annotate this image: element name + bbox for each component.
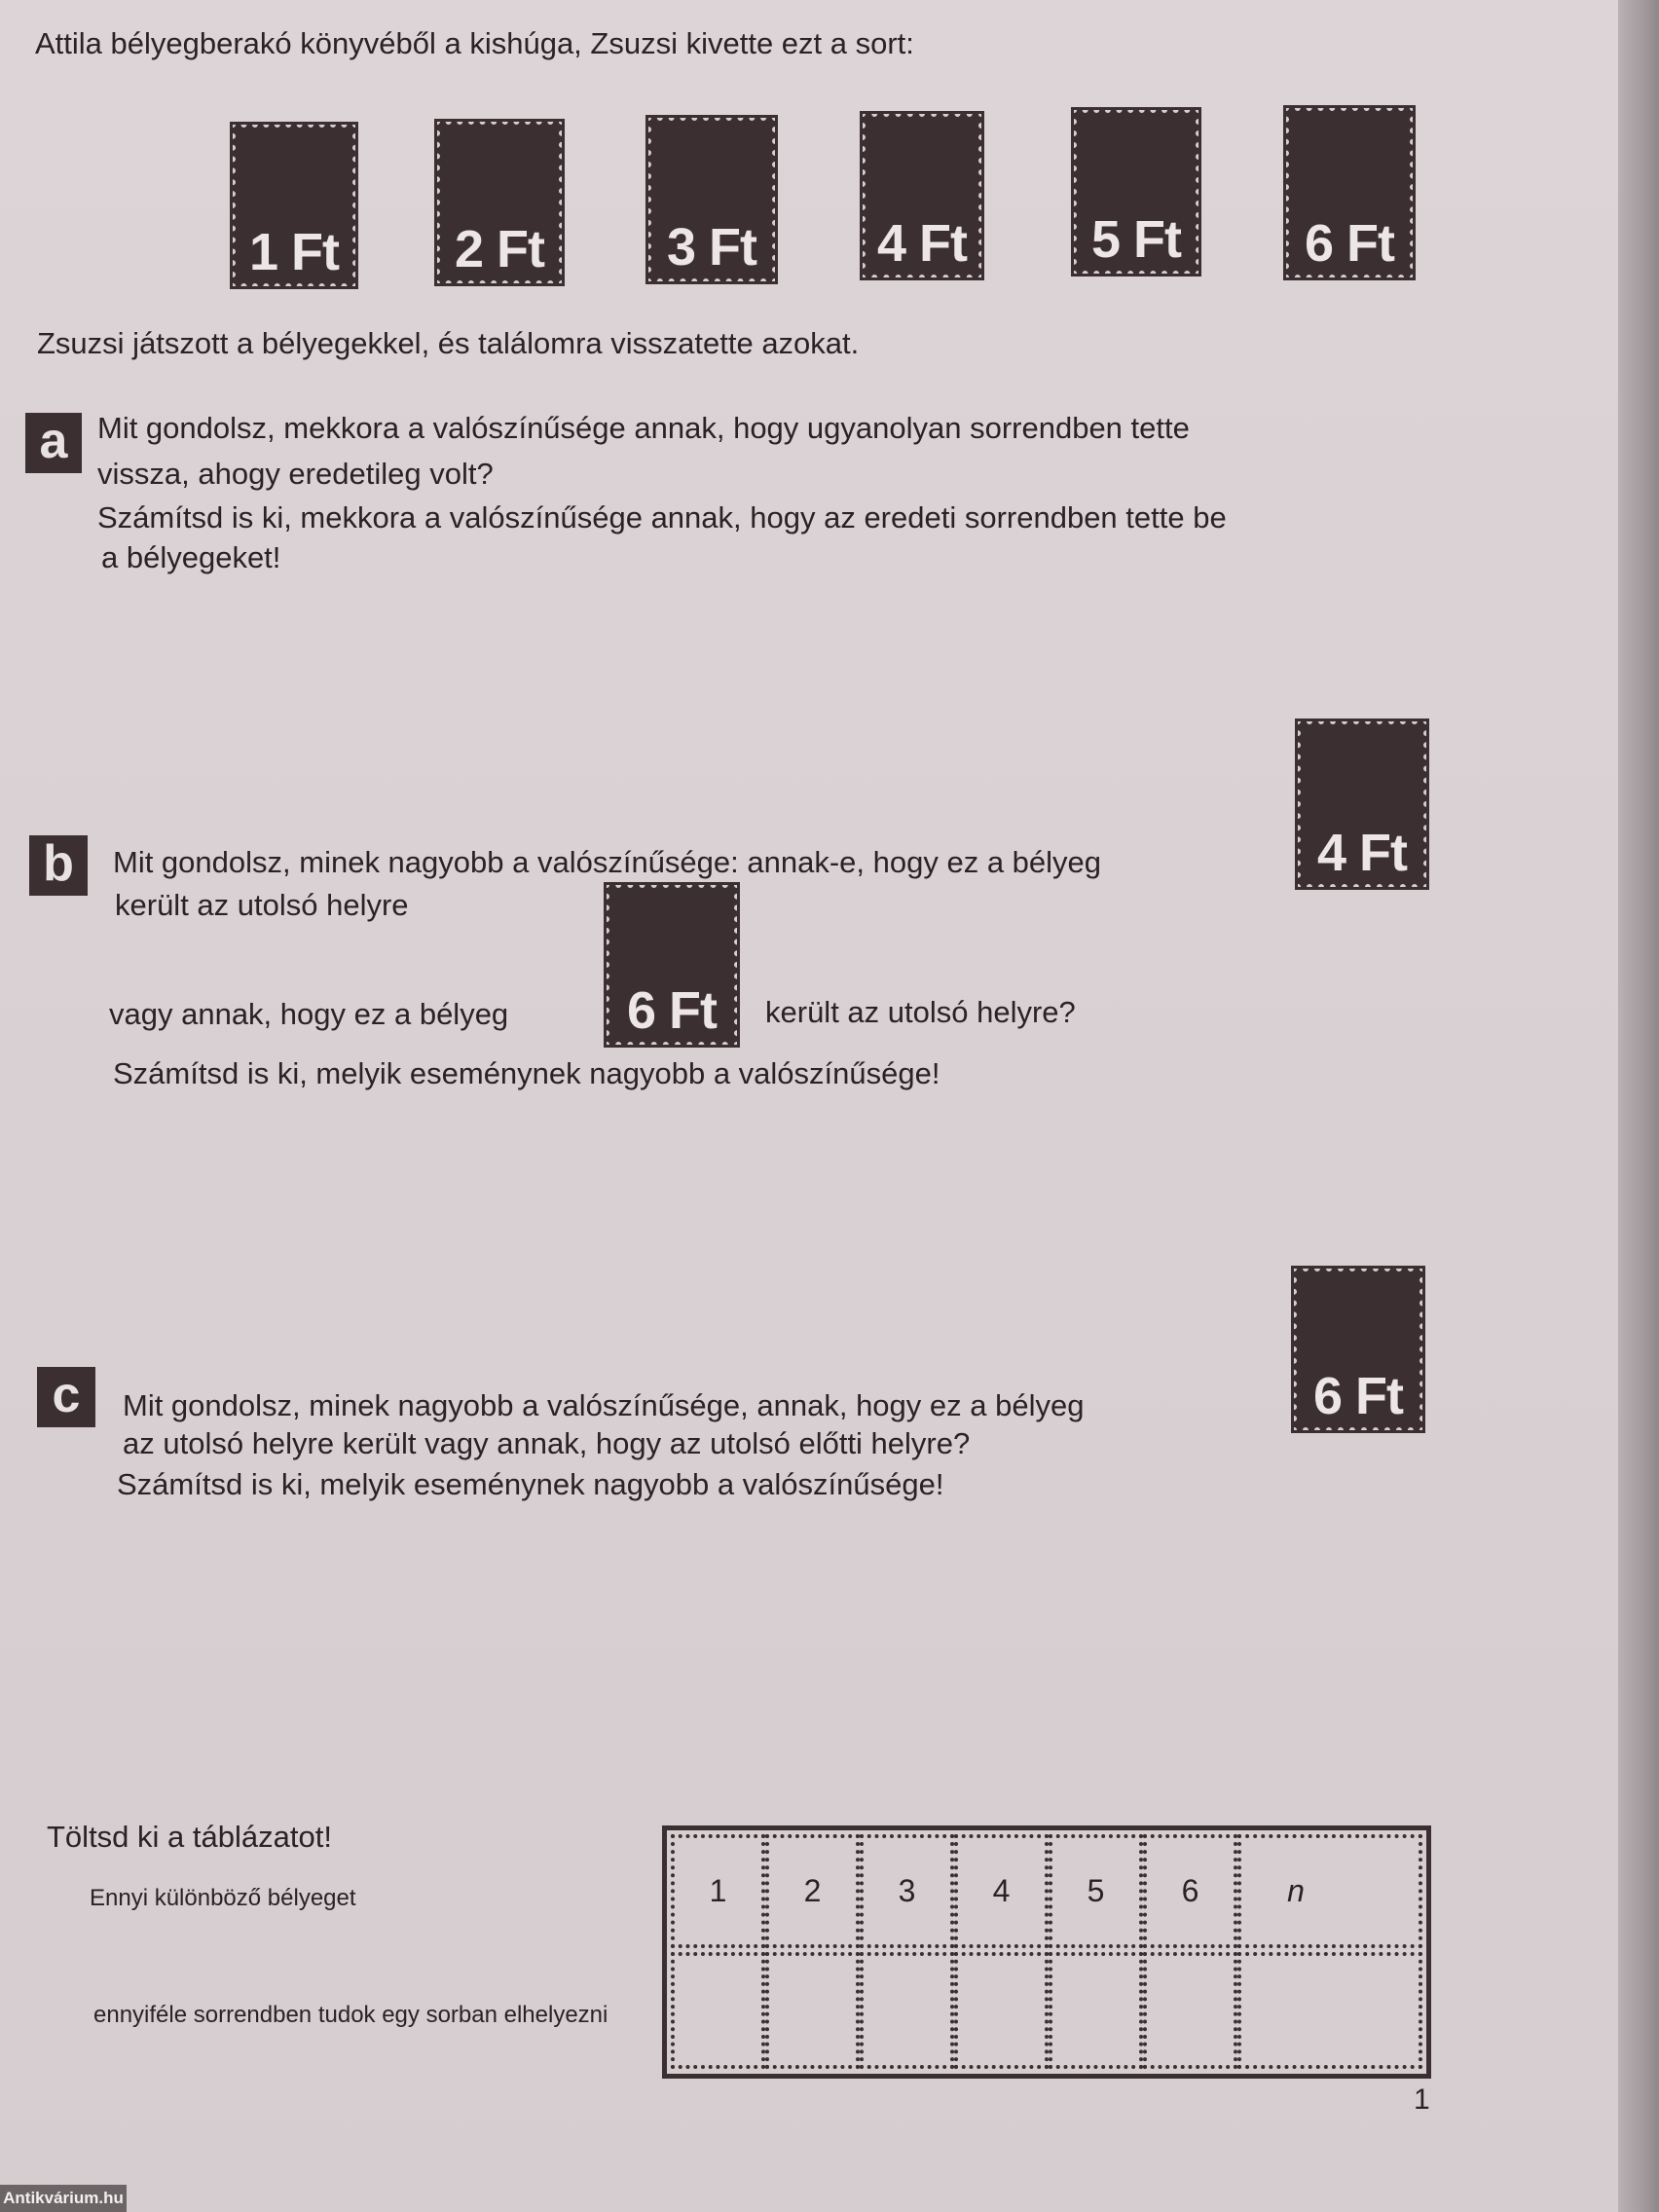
table-instruction: Töltsd ki a táblázatot! <box>47 1820 332 1854</box>
task-c-letter: c <box>37 1367 95 1427</box>
table-answer-cell[interactable] <box>765 1952 860 2069</box>
stamp-6ft-c <box>1291 1266 1425 1433</box>
intro-text: Attila bélyegberakó könyvéből a kishúga, Zsuzsi kivette ezt a sort: <box>35 26 914 60</box>
task-c-line1: Mit gondolsz, minek nagyobb a valószínűsége, annak, hogy ez a bélyeg <box>123 1388 1085 1422</box>
table-header-1: 1 <box>709 1873 727 1908</box>
task-c-line3: Számítsd is ki, melyik eseménynek nagyobb a valószínűsége! <box>117 1467 944 1501</box>
stamp-6-label: 6 Ft <box>1304 214 1394 273</box>
table-header-6: 6 <box>1181 1873 1199 1908</box>
table-row2-label: ennyiféle sorrendben tudok egy sorban elhelyezni <box>93 2002 608 2028</box>
stamp-6ft-b <box>604 882 740 1048</box>
permutation-table <box>662 1825 1431 2079</box>
task-b-line3a: vagy annak, hogy ez a bélyeg <box>109 997 509 1031</box>
table-header-n: n <box>1287 1873 1305 1908</box>
table-header-3: 3 <box>898 1873 916 1908</box>
stamp-3 <box>645 115 778 284</box>
watermark: Antikvárium.hu <box>0 2185 127 2212</box>
table-header-4: 4 <box>992 1873 1011 1908</box>
task-c-line2: az utolsó helyre került vagy annak, hogy az utolsó előtti helyre? <box>123 1426 971 1460</box>
task-b-line4: Számítsd is ki, melyik eseménynek nagyobb a valószínűsége! <box>113 1056 940 1090</box>
stamp-6ft-c-label: 6 Ft <box>1312 1367 1403 1425</box>
task-a-line4: a bélyegeket! <box>101 540 281 574</box>
after-stamps-text: Zsuzsi játszott a bélyegekkel, és találomra visszatette azokat. <box>37 326 860 360</box>
page-number: 1 <box>1414 2083 1430 2116</box>
stamp-2 <box>434 119 565 286</box>
table-header-5: 5 <box>1087 1873 1105 1908</box>
table-answer-cell[interactable] <box>1143 1952 1237 2069</box>
stamp-6ft-b-label: 6 Ft <box>626 981 717 1040</box>
task-b-line3b: került az utolsó helyre? <box>765 995 1076 1029</box>
table-answer-cell[interactable] <box>1237 1952 1422 2069</box>
stamp-4-label: 4 Ft <box>876 214 967 273</box>
task-a-line1: Mit gondolsz, mekkora a valószínűsége annak, hogy ugyanolyan sorrendben tette <box>97 411 1190 445</box>
table-answer-cell[interactable] <box>954 1952 1049 2069</box>
stamp-5-label: 5 Ft <box>1090 210 1181 269</box>
table-answer-cell[interactable] <box>1049 1952 1143 2069</box>
stamp-5 <box>1071 107 1201 276</box>
stamp-3-label: 3 Ft <box>666 218 756 276</box>
table-answer-cell[interactable] <box>860 1952 954 2069</box>
stamp-4ft-b-label: 4 Ft <box>1316 824 1407 882</box>
task-b-line1: Mit gondolsz, minek nagyobb a valószínűsége: annak-e, hogy ez a bélyeg <box>113 845 1102 879</box>
page-edge-shadow <box>1618 0 1659 2212</box>
task-a-letter: a <box>25 413 82 473</box>
table-answer-cell[interactable] <box>671 1952 765 2069</box>
task-a-line3: Számítsd is ki, mekkora a valószínűsége annak, hogy az eredeti sorrendben tette be <box>97 500 1227 535</box>
stamp-4 <box>860 111 984 280</box>
stamp-2-label: 2 Ft <box>454 220 544 278</box>
stamp-1-label: 1 Ft <box>248 223 339 281</box>
stamp-4ft-b <box>1295 719 1429 890</box>
task-b-line2: került az utolsó helyre <box>115 888 409 922</box>
stamp-1 <box>230 122 358 289</box>
stamp-6 <box>1283 105 1416 280</box>
task-a-line2: vissza, ahogy eredetileg volt? <box>97 457 494 491</box>
table-row1-label: Ennyi különböző bélyeget <box>90 1885 356 1911</box>
task-b-letter: b <box>29 835 88 896</box>
table-header-2: 2 <box>803 1873 822 1908</box>
